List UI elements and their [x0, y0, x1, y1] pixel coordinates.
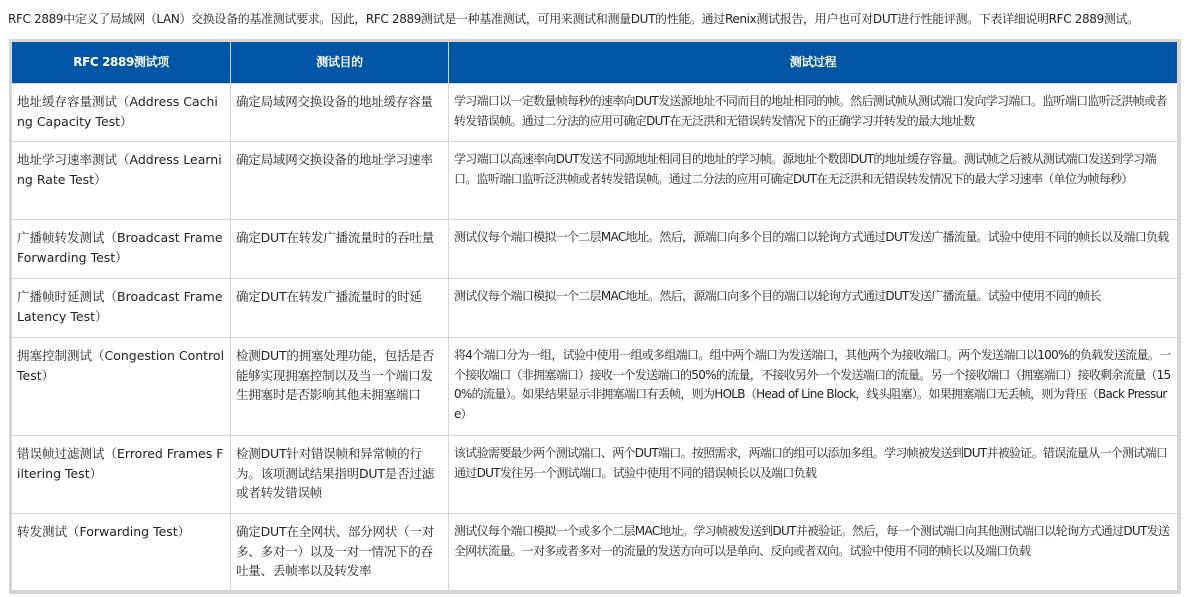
- table-row: [12, 84, 1178, 142]
- table-row: [12, 436, 1178, 514]
- rfc2889-test-table: [11, 41, 1178, 591]
- test-name-cell: 拥塞控制测试（Congestion Control Test）: [12, 338, 231, 436]
- test-purpose-cell: 确定DUT在全网状、部分网状（一对多、多对一）以及一对一情况下的吞吐量、丢帧率以及转发率: [231, 514, 449, 591]
- test-procedure-cell: 学习端口以高速率向DUT发送不同源地址相同目的地址的学习帧。源地址个数即DUT的地址缓存容量。测试帧之后被从测试端口发送到学习端口。监听端口监听泛洪帧或者转发错误帧。通过二分法的应用可确定DUT在无泛洪和无错误转发情况下的最大学习速率（单位为帧每秒）: [449, 142, 1178, 220]
- table-row: [12, 279, 1178, 338]
- test-purpose-cell: 确定局域网交换设备的地址学习速率: [231, 142, 449, 220]
- test-procedure-cell: 将4个端口分为一组，试验中使用一组或多组端口。组中两个端口为发送端口，其他两个为接收端口。两个发送端口以100%的负载发送流量。一个接收端口（非拥塞端口）接收一个发送端口的50%的流量，不接收另外一个发送端口的流量。另一个接收端口（拥塞端口）接收剩余流量（150%的流量）。如果结果显示非拥塞端口有丢帧，则为HOLB（Head of Line Block，线头阻塞）。如果拥塞端口无丢帧，则为背压（Back Pressure）: [449, 338, 1178, 436]
- table-header-row: [12, 42, 1178, 84]
- header-test-item: RFC 2889测试项: [12, 42, 231, 84]
- test-name-cell: 地址学习速率测试（Address Learning Rate Test）: [12, 142, 231, 220]
- test-purpose-cell: 确定DUT在转发广播流量时的吞吐量: [231, 220, 449, 279]
- test-purpose-cell: 检测DUT针对错误帧和异常帧的行为。该项测试结果指明DUT是否过滤或者转发错误帧: [231, 436, 449, 514]
- test-procedure-cell: 测试仪每个端口模拟一个或多个二层MAC地址。学习帧被发送到DUT并被验证。然后，每一个测试端口向其他测试端口以轮询方式通过DUT发送全网状流量。一对多或者多对一的流量的发送方向可以是单向、反向或者双向。试验中使用不同的帧长以及端口负载: [449, 514, 1178, 591]
- table-row: [12, 338, 1178, 436]
- test-procedure-cell: 该试验需要最少两个测试端口、两个DUT端口。按照需求，两端口的组可以添加多组。学习帧被发送到DUT并被验证。错误流量从一个测试端口通过DUT发往另一个测试端口。试验中使用不同的错误帧长以及端口负载: [449, 436, 1178, 514]
- test-purpose-cell: 确定DUT在转发广播流量时的时延: [231, 279, 449, 338]
- test-name-cell: 错误帧过滤测试（Errored Frames Filtering Test）: [12, 436, 231, 514]
- table-row: [12, 220, 1178, 279]
- test-name-cell: 广播帧转发测试（Broadcast Frame Forwarding Test）: [12, 220, 231, 279]
- test-procedure-cell: 学习端口以一定数量帧每秒的速率向DUT发送源地址不同而目的地址相同的帧。然后测试帧从测试端口发向学习端口。监听端口监听泛洪帧或者转发错误帧。通过二分法的应用可确定DUT在无泛洪和无错误转发情况下的正确学习并转发的最大地址数: [449, 84, 1178, 142]
- table-row: [12, 514, 1178, 591]
- test-name-cell: 地址缓存容量测试（Address Caching Capacity Test）: [12, 84, 231, 142]
- header-test-purpose: 测试目的: [231, 42, 449, 84]
- test-procedure-cell: 测试仪每个端口模拟一个二层MAC地址。然后，源端口向多个目的端口以轮询方式通过DUT发送广播流量。试验中使用不同的帧长以及端口负载: [449, 220, 1178, 279]
- table-row: [12, 142, 1178, 220]
- test-purpose-cell: 确定局域网交换设备的地址缓存容量: [231, 84, 449, 142]
- header-test-procedure: 测试过程: [449, 42, 1178, 84]
- test-name-cell: 广播帧时延测试（Broadcast Frame Latency Test）: [12, 279, 231, 338]
- test-name-cell: 转发测试（Forwarding Test）: [12, 514, 231, 591]
- intro-paragraph: RFC 2889中定义了局域网（LAN）交换设备的基准测试要求。因此，RFC 2889测试是一种基准测试，可用来测试和测量DUT的性能。通过Renix测试报告，用户也可对DUT进行性能评测。下表详细说明RFC 2889测试。: [8, 12, 1139, 26]
- test-procedure-cell: 测试仪每个端口模拟一个二层MAC地址。然后，源端口向多个目的端口以轮询方式通过DUT发送广播流量。试验中使用不同的帧长: [449, 279, 1178, 338]
- test-purpose-cell: 检测DUT的拥塞处理功能，包括是否能够实现拥塞控制以及当一个端口发生拥塞时是否影响其他未拥塞端口: [231, 338, 449, 436]
- rfc2889-table-container: [9, 39, 1181, 594]
